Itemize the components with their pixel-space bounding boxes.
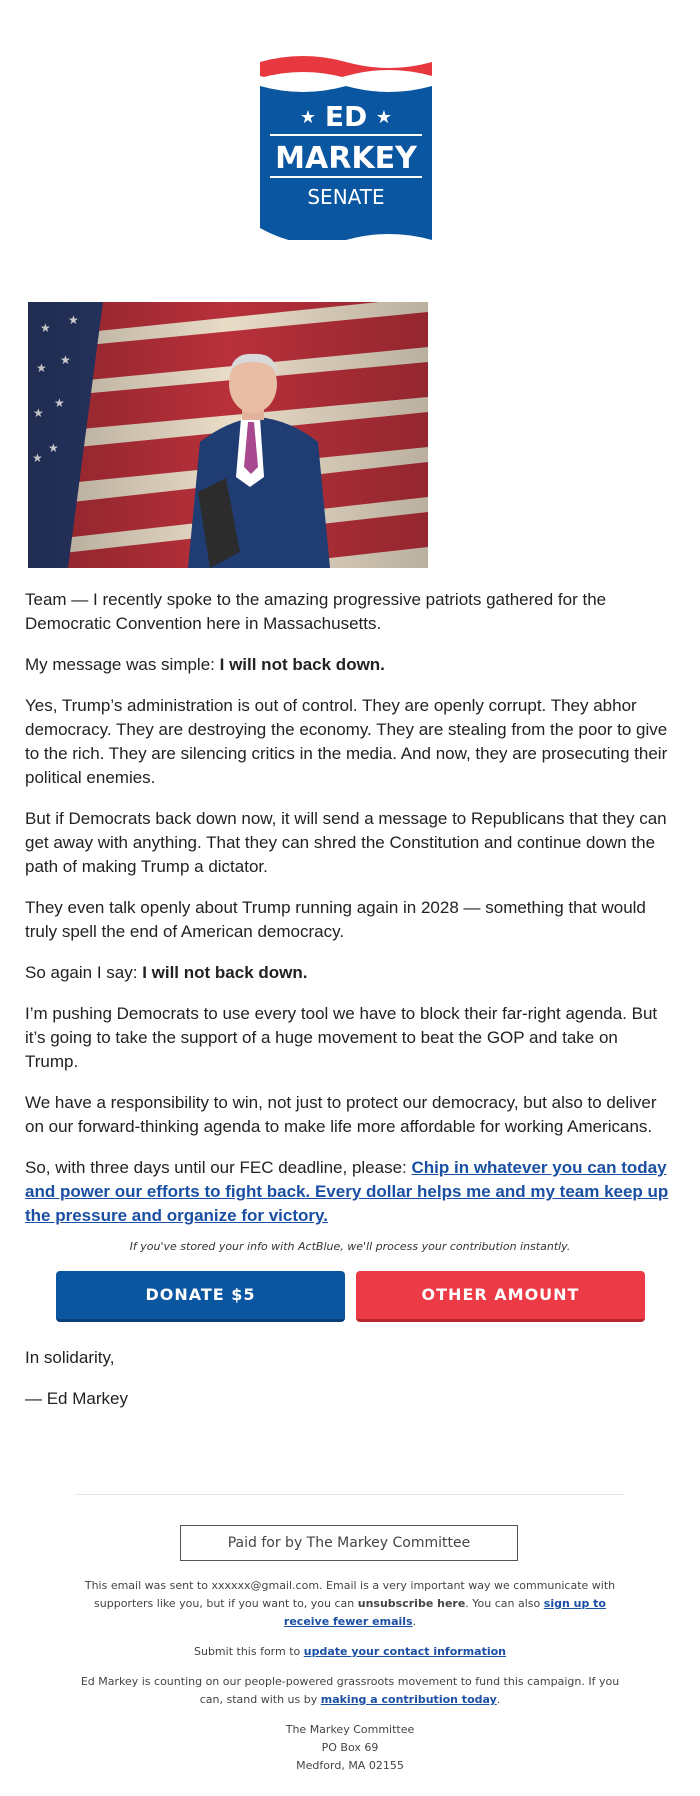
paragraph: [25, 961, 673, 985]
paragraph: They even talk openly about Trump running again in 2028 — something that would truly spell the end of American democracy.: [25, 898, 646, 941]
signoff-name: — Ed Markey: [25, 1389, 128, 1408]
footer-text: .: [412, 1615, 417, 1628]
paragraph: I’m pushing Democrats to use every tool we have to block their far-right agenda. But it’s going to take the support of a huge movement to beat the GOP and take on Trump.: [25, 1004, 658, 1071]
paragraph-bold: I will not back down.: [219, 655, 385, 674]
paragraph: We have a responsibility to win, not just to protect our democracy, but also to deliver on our forward-thinking agenda to make life more affordable for working Americans.: [25, 1093, 657, 1136]
footer-text: Submit this form to: [193, 1645, 304, 1658]
other-amount-button[interactable]: OTHER AMOUNT: [356, 1271, 645, 1322]
logo-office: SENATE: [307, 185, 385, 209]
fewer-emails-link[interactable]: sign up to receive fewer emails: [283, 1597, 606, 1628]
mailing-address: [70, 1721, 630, 1775]
recipient-email: xxxxxx@gmail.com: [211, 1579, 320, 1592]
make-contribution-link[interactable]: making a contribution today: [320, 1693, 497, 1706]
hero-photo: [28, 302, 428, 568]
unsubscribe-link[interactable]: unsubscribe here: [357, 1597, 466, 1610]
logo-last-name: MARKEY: [275, 141, 417, 176]
footer-text: Ed Markey is counting on our people-powered grassroots movement to fund this campaign. If you can, stand with us by: [80, 1675, 620, 1706]
footer-divider: [75, 1494, 625, 1495]
footer-email-notice: [70, 1577, 630, 1631]
paid-for-box: Paid for by The Markey Committee: [180, 1525, 518, 1561]
footer-text: .: [496, 1693, 501, 1706]
paragraph: [25, 1156, 673, 1228]
signoff-closing: In solidarity,: [25, 1348, 115, 1367]
footer-text: . Email is a very important way we communicate with supporters like you, but if you want to, you can: [94, 1579, 616, 1610]
logo-first-name: ED: [324, 100, 368, 133]
paragraph: Team — I recently spoke to the amazing progressive patriots gathered for the Democratic Convention here in Massachusetts.: [25, 590, 607, 633]
email-body: [25, 588, 673, 1245]
paragraph: Yes, Trump’s administration is out of control. They are openly corrupt. They abhor democracy. They are destroying the economy. They are stealing from the poor to give to the rich. They are silencing critics in the media. And now, they are prosecuting their political enemies.: [25, 696, 668, 787]
paragraph-text: So, with three days until our FEC deadline, please:: [25, 1158, 412, 1177]
donate-5-button[interactable]: DONATE $5: [56, 1271, 345, 1322]
update-contact-link[interactable]: update your contact information: [303, 1645, 506, 1658]
footer-text: This email was sent to: [84, 1579, 212, 1592]
paragraph-text: My message was simple:: [25, 655, 220, 674]
address-city: Medford, MA 02155: [296, 1759, 404, 1772]
address-po-box: PO Box 69: [321, 1741, 379, 1754]
footer-text: . You can also: [465, 1597, 544, 1610]
footer-form-notice: [70, 1643, 630, 1661]
chip-in-link[interactable]: Chip in whatever you can today and power our efforts to fight back. Every dollar helps me and my team keep up the pressure and organize for victory.: [25, 1158, 669, 1225]
actblue-note: If you've stored your info with ActBlue, we'll process your contribution instantly.: [129, 1240, 571, 1253]
footer: [70, 1577, 630, 1775]
ed-markey-senate-logo: [260, 56, 432, 240]
footer-grassroots: [70, 1673, 630, 1709]
paragraph: [25, 653, 673, 677]
paragraph: But if Democrats back down now, it will send a message to Republicans that they can get away with anything. That they can shred the Constitution and continue down the path of making Trump a dictator.: [25, 809, 667, 876]
address-committee: The Markey Committee: [285, 1723, 415, 1736]
paragraph-bold: I will not back down.: [142, 963, 308, 982]
star-icon: ★: [299, 107, 317, 128]
signoff: [25, 1346, 128, 1428]
paragraph-text: So again I say:: [25, 963, 143, 982]
star-icon: ★: [375, 107, 393, 128]
